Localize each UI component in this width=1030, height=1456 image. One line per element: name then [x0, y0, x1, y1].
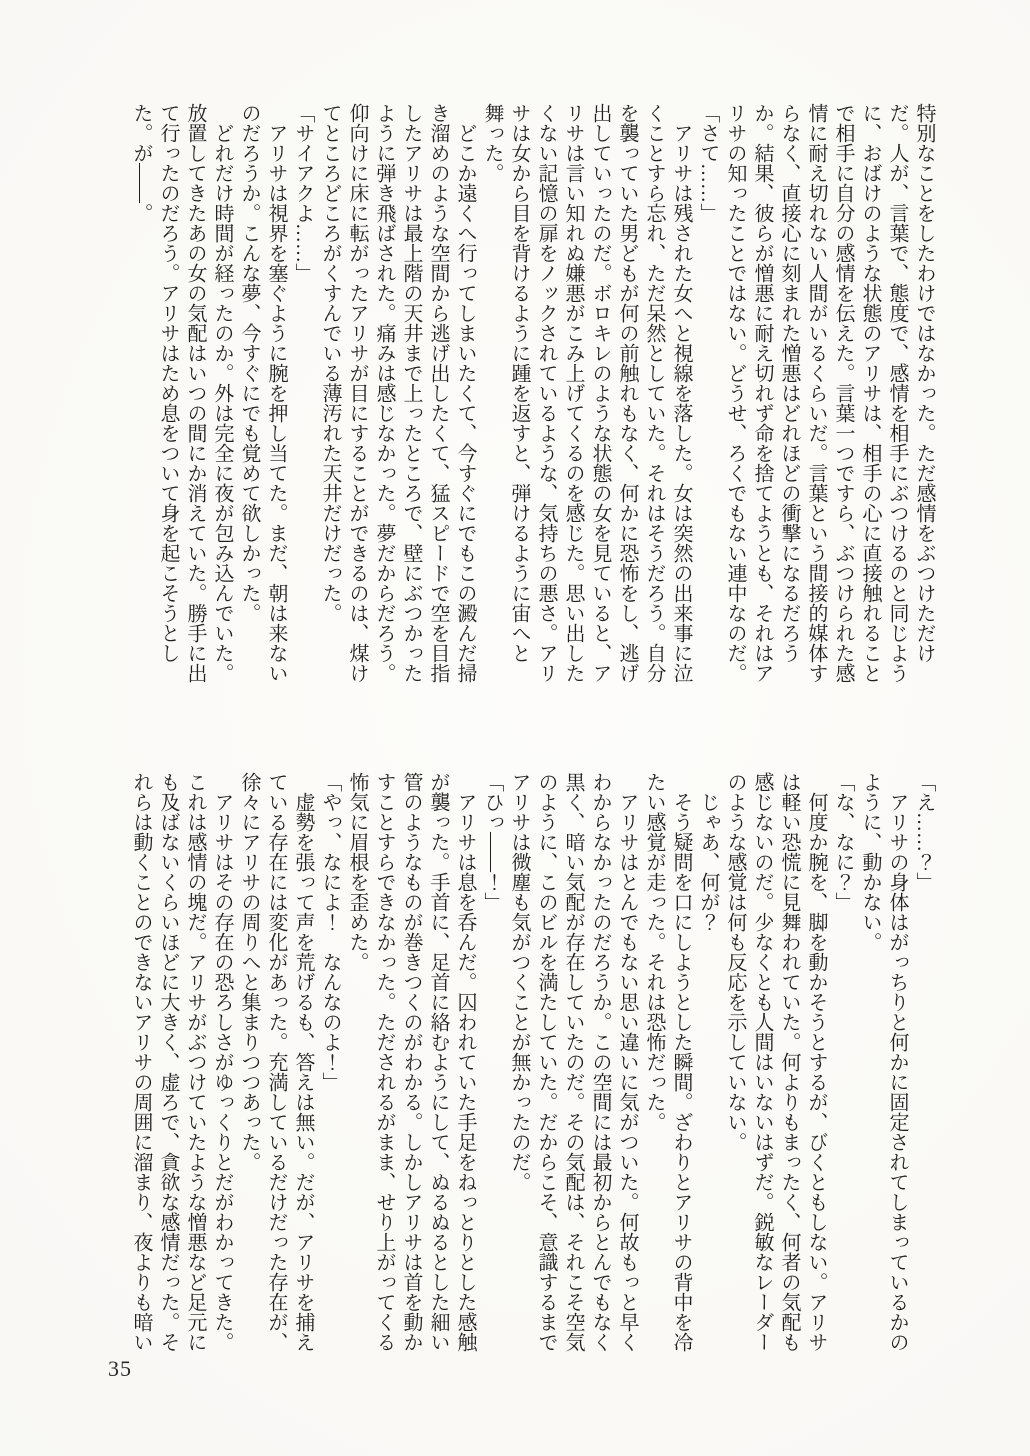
paragraph: 虚勢を張って声を荒げるも、答えは無い。だが、アリサを捕えている存在には変化があった。充満しているだけだった存在が、徐々にアリサの周りへと集まりつつあった。	[238, 772, 314, 1352]
paragraph: 「さて……」	[697, 103, 719, 223]
paragraph: 「な、なに？」	[832, 772, 854, 912]
page-number: 35	[108, 1356, 132, 1381]
paragraph: アリサは視界を塞ぐように腕を押し当てた。まだ、朝は来ないのだろうか。こんな夢、今すぐにでも覚めて欲しかった。	[238, 103, 287, 683]
paragraph: アリサは残された女へと視線を落した。女は突然の出来事に泣くことすら忘れ、ただ呆然としていた。それはそうだろう。自分を襲っていた男どもが何の前触れもなく、何かに恐怖をし、逃げ出していったのだ。ボロキレのような状態の女を見ていると、アリサは言い知れぬ嫌悪がこみ上げてくるのを感じた。思い出したくない記憶の扉をノックされているような、気持ちの悪さ。アリサは女から目を背けるように踵を返すと、弾けるように宙へと舞った。	[481, 103, 692, 683]
text-block-top	[127, 103, 937, 683]
paragraph: 特別なことをしたわけではなかった。ただ感情をぶつけただけだ。人が、言葉で、態度で、感情を相手にぶつけるのと同じように、おばけのような状態のアリサは、相手の心に直接触れることで相手に自分の感情を伝えた。言葉一つですら、ぶつけられた感情に耐え切れない人間がいるくらいだ。言葉という間接的媒体すらなく、直接心に刻まれた憎悪はどれほどの衝撃になるだろうか。結果、彼らが憎悪に耐え切れず命を捨てようとも、それはアリサの知ったことではない。どうせ、ろくでもない連中なのだ。	[724, 103, 935, 683]
paragraph: アリサはその存在の恐ろしさがゆっくりとだがわかってきた。これは感情の塊だ。アリサがぶつけていたような憎悪など足元にも及ばないくらいほどに大きく、虚ろで、貪欲な感情だった。それらは動くことのできないアリサの周囲に溜まり、夜よりも暗い	[130, 772, 233, 1352]
paragraph: 「え……？」	[913, 772, 935, 892]
text-block-bottom	[127, 772, 937, 1352]
paragraph: 「ひっ――！」	[481, 772, 503, 912]
paragraph: じゃあ、何が？	[697, 772, 719, 932]
paragraph: どこか遠くへ行ってしまいたくて、今すぐにでもこの澱んだ掃き溜めのような空間から逃げ出したくて、猛スピードで空を目指したアリサは最上階の天井まで上ったところで、壁にぶつかったように弾き飛ばされた。痛みは感じなかった。夢だからだろう。仰向けに床に転がったアリサが目にすることができるのは、煤けてところどころがくすんでいる薄汚れた天井だけだった。	[319, 103, 476, 683]
paragraph: 何度か腕を、脚を動かそうとするが、びくともしない。アリサは軽い恐慌に見舞われていた。何よりもまったく、何者の気配も感じないのだ。少なくとも人間はいないはずだ。鋭敏なレーダーのような感覚は何も反応を示していない。	[724, 772, 827, 1352]
paragraph: 「サイアクよ……」	[292, 103, 314, 283]
paragraph: そう疑問を口にしようとした瞬間。ざわりとアリサの背中を冷たい感覚が走った。それは恐怖だった。	[643, 772, 692, 1352]
paragraph: どれだけ時間が経ったのか。外は完全に夜が包み込んでいた。放置してきたあの女の気配はいつの間にか消えていた。勝手に出て行ったのだろう。アリサはため息をついて身を起こそうとした。が――。	[130, 103, 233, 683]
paragraph: 「やっ、なによ！ なんなのよ！」	[319, 772, 341, 1092]
paragraph: アリサは息を呑んだ。囚われていた手足をねっとりとした感触が襲った。手首に、足首に絡むようにして、ぬるぬるとした細い管のようなものが巻きつくのがわかる。しかしアリサは首を動かすことすらできなかった。ただされるがまま、せり上がってくる怖気に眉根を歪めた。	[346, 772, 476, 1352]
paragraph: アリサの身体はがっちりと何かに固定されてしまっているかのように、動かない。	[859, 772, 908, 1352]
paragraph: アリサはとんでもない思い違いに気がついた。何故もっと早くわからなかったのだろうか。この空間には最初からとんでもなく黒く、暗い気配が存在していたのだ。その気配は、それこそ空気のように、このビルを満たしていた。だからこそ、意識するまでアリサは微塵も気がつくことが無かったのだ。	[508, 772, 638, 1352]
